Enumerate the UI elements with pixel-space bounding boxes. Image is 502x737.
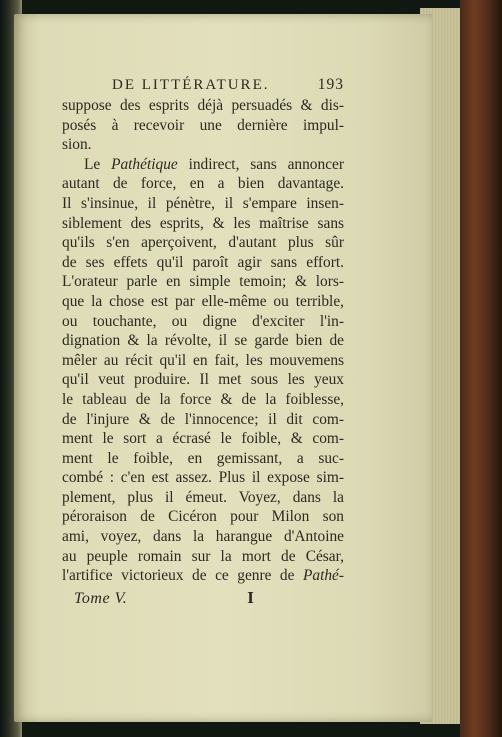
text-line: de ses effets qu'il paroît agir sans effort. (62, 253, 344, 271)
text-line: mêler au récit qu'il en fait, les mouvemens (62, 351, 344, 369)
text-line: qu'ils s'en aperçoivent, d'autant plus sûr (62, 234, 344, 252)
text-line: combé : c'en est assez. Plus il expose sim- (62, 469, 344, 487)
text-line: siblement des esprits, & les maîtrise sans (62, 214, 344, 232)
text-line (62, 566, 344, 586)
text-line: plement, plus il émeut. Voyez, dans la (62, 488, 344, 506)
text-line: ou touchante, ou digne d'exciter l'in- (62, 312, 344, 330)
text-line: posés à recevoir une dernière impul- (62, 116, 344, 134)
italic-term: Pathétique (111, 155, 178, 173)
text-segment: indirect, sans annoncer (177, 155, 344, 173)
text-line: au peuple romain sur la mort de César, (62, 547, 344, 565)
text-line: Il s'insinue, il pénètre, il s'empare insen- (62, 194, 344, 212)
page-footer (62, 588, 344, 610)
text-line: ami, voyez, dans la harangue d'Antoine (62, 528, 344, 546)
page-text-block (62, 76, 344, 610)
text-line: sion. (62, 136, 92, 154)
text-segment: Le (84, 155, 112, 173)
text-line: ment le foible, en gemissant, a suc- (62, 449, 344, 467)
text-line: qu'il veut produire. Il met sous les yeux (62, 371, 344, 389)
signature-mark: I (247, 587, 254, 607)
text-line: le tableau de la force & de la foiblesse, (62, 390, 344, 408)
running-header (62, 76, 344, 96)
text-line: ment le sort a écrasé le foible, & com- (62, 430, 344, 448)
volume-label: Tome V. (74, 589, 128, 607)
running-title: DE LITTÉRATURE. (112, 77, 270, 93)
text-line: suppose des esprits déjà persuadés & dis- (62, 97, 344, 114)
book-cover-edge (460, 0, 502, 737)
italic-term: Pathé- (302, 567, 344, 585)
text-line: dignation & la révolte, il se garde bien de (62, 332, 344, 350)
text-line (62, 155, 344, 175)
text-line: L'orateur parle en simple temoin; & lors- (62, 273, 344, 291)
text-line: péroraison de Cicéron pour Milon son (62, 508, 344, 526)
text-line: autant de force, en a bien davantage. (62, 175, 344, 193)
text-line: de l'injure & de l'innocence; il dit com- (62, 410, 344, 428)
body-text (62, 96, 344, 586)
text-segment: l'artifice victorieux de ce genre de (62, 567, 303, 585)
page-number: 193 (317, 76, 344, 93)
text-line: que la chose est par elle-même ou terrible, (62, 292, 344, 310)
